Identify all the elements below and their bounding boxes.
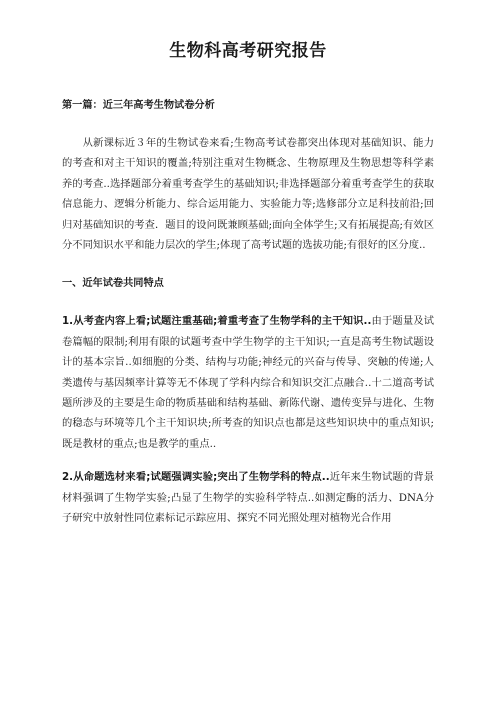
point-1-lead: 1.从考查内容上看;试题注重基础;着重考查了生物学科的主干知识.. (62, 315, 372, 328)
point-2-paragraph (62, 467, 434, 528)
part-title: 第一篇：近三年高考生物试卷分析 (62, 100, 215, 111)
point-2-lead: 2.从命题选材来看;试题强调实验;突出了生物学科的特点.. (62, 471, 330, 484)
document-title: 生物科高考研究报告 (169, 41, 327, 61)
point-1-paragraph (62, 311, 434, 454)
point-1-body: 由于题量及试卷篇幅的限制;利用有限的试题考查中学生物学的主干知识;一直是高考生物试题设计的基本宗旨..如细胞的分类、结构与功能;神经元的兴奋与传导、突触的传递;人类遗传与基因频率计算等无不体现了学科内综合和知识交汇点融合..十二道高考试题所涉及的主要是生命的物质基础和结构基础、新陈代谢、遗传变异与进化、生物的稳态与环境等几个主干知识块;所考查的知识点也都是这些知识块中的重点知识;既是教材的重点;也是教学的重点.. (62, 315, 434, 450)
paragraph-gap (62, 454, 434, 467)
intro-paragraph: 从新课标近３年的生物试卷来看;生物高考试卷都突出体现对基础知识、能力的考查和对主干知识的覆盖;特别注重对生物概念、生物原理及生物思想等科学素养的考查..选择题部分着重考查学生的基础知识;非选择题部分着重考查学生的获取信息能力、逻辑分析能力、综合运用能力、实验能力等;选修部分立足科技前沿;回归对基础知识的考查．题目的设问既兼顾基础;面向全体学生;又有拓展提高;有效区分不同知识水平和能力层次的学生;体现了高考试题的选拔功能;有很好的区分度.. (62, 137, 434, 252)
section-heading: 一、近年试卷共同特点 (62, 278, 164, 290)
point-2-body: 近年来生物试题的背景材料强调了生物学实验;凸显了生物学的实验科学特点..如测定酶的活力、DNA分子研究中放射性同位素标记示踪应用、探究不同光照处理对植物光合作用 (62, 471, 434, 525)
